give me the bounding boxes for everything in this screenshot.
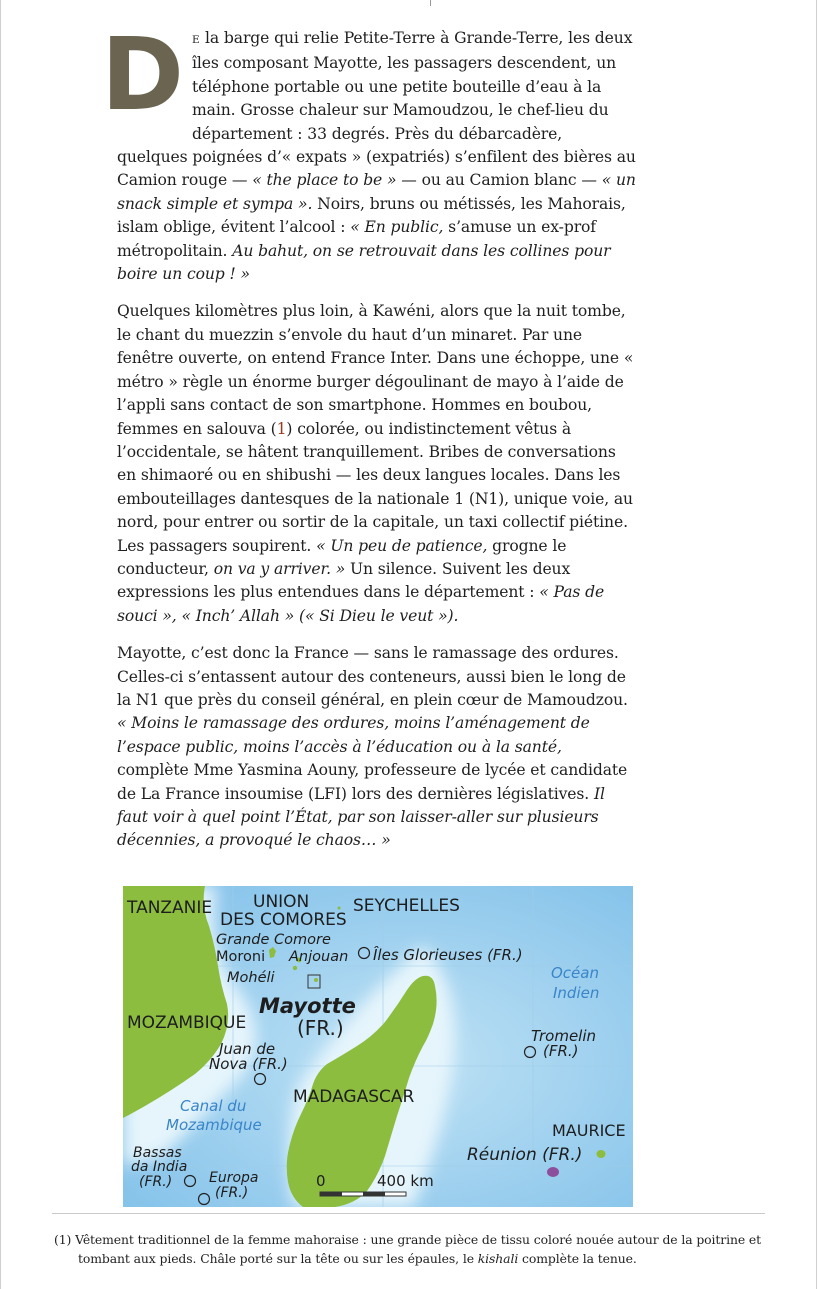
text-run: Noirs, bruns ou métissés, les Mahorais, islam oblige, évitent l’alcool : bbox=[117, 194, 626, 237]
quote-run: « Pas de souci », « Inch’ Allah » (« Si Dieu le veut »). bbox=[117, 583, 605, 625]
article-body bbox=[101, 16, 637, 867]
quote-run: on va y arriver. » bbox=[213, 559, 346, 578]
drop-cap: D bbox=[101, 16, 183, 133]
island-mayotte bbox=[314, 978, 318, 982]
text-run: — ou au Camion blanc — bbox=[396, 171, 602, 190]
quote-run: « En public, bbox=[350, 218, 444, 237]
label-da-india: da India bbox=[131, 1159, 188, 1175]
label-canal-mozambique: Mozambique bbox=[166, 1116, 262, 1134]
island-maurice bbox=[597, 1150, 606, 1158]
footnote-link[interactable]: 1 bbox=[276, 419, 287, 438]
label-canal-du: Canal du bbox=[180, 1097, 247, 1115]
map-mayotte-region bbox=[123, 886, 633, 1207]
label-bassas-fr: (FR.) bbox=[139, 1174, 173, 1190]
quote-run: « un snack simple et sympa ». bbox=[117, 171, 636, 213]
label-scale-400: 400 km bbox=[377, 1172, 434, 1190]
text-run: ) colorée, ou indistinctement vêtus à l’occidentale, se hâtent tranquillement. Bribes de conversations en shimaoré ou en shibushi — les deux langues locales. Dans les embouteillages dantesques de la nationale 1 (N1), unique voie, au nord, pour entrer ou sortir de la capitale, un taxi collectif piétine. Les passagers soupirent. bbox=[117, 419, 633, 555]
top-tick bbox=[430, 0, 431, 6]
label-seychelles: SEYCHELLES bbox=[353, 896, 460, 916]
label-europa-fr: (FR.) bbox=[215, 1185, 249, 1201]
label-tanzanie: TANZANIE bbox=[127, 898, 213, 918]
label-scale-0: 0 bbox=[316, 1172, 326, 1190]
footnote-marker: (1) bbox=[54, 1232, 72, 1247]
footnote-term: kishali bbox=[477, 1251, 519, 1266]
scale-bar bbox=[320, 1192, 406, 1196]
text-run: complète Mme Yasmina Aouny, professeure de lycée et candidate de La France insoumise (LFI) lors des dernières législatives. bbox=[117, 761, 628, 803]
footnote-text: Vêtement traditionnel de la femme mahoraise : une grande pièce de tissu coloré nouée autour de la poitrine et tombant aux pieds. Châle porté sur la tête ou sur les épaules, le bbox=[71, 1232, 762, 1266]
label-reunion: Réunion (FR.) bbox=[467, 1145, 583, 1165]
quote-run: « Un peu de patience, bbox=[316, 536, 488, 555]
label-europa: Europa bbox=[209, 1170, 259, 1186]
label-des-comores: DES COMORES bbox=[220, 910, 347, 930]
paragraph-1 bbox=[101, 16, 637, 286]
quote-run: Au bahut, on se retrouvait dans les collines pour boire un coup ! » bbox=[117, 241, 611, 284]
label-maurice: MAURICE bbox=[552, 1121, 626, 1140]
quote-run: « Moins le ramassage des ordures, moins l’aménagement de l’espace public, moins l’accès à l’éducation ou à la santé, bbox=[117, 714, 590, 756]
label-ocean: Océan bbox=[551, 964, 599, 982]
label-tromelin: Tromelin bbox=[531, 1027, 597, 1045]
page-left-border bbox=[0, 0, 1, 1289]
label-nova: Nova (FR.) bbox=[209, 1055, 288, 1073]
text-run: Mayotte, c’est donc la France — sans le ramassage des ordures. Celles-ci s’entassent autour des conteneurs, aussi bien le long de la N1 que près du conseil général, en plein cœur de Mamoudzou. bbox=[117, 644, 628, 709]
label-mayotte-fr: (FR.) bbox=[297, 1016, 344, 1040]
label-juan-de: Juan de bbox=[219, 1040, 276, 1058]
quote-run: « the place to be » bbox=[252, 171, 397, 190]
label-union: UNION bbox=[253, 892, 310, 912]
paragraph-2 bbox=[117, 300, 637, 628]
label-grande-comore: Grande Comore bbox=[216, 932, 331, 948]
quote-run: Il faut voir à quel point l’État, par son laisser-aller sur plusieurs décennies, a provoqué le chaos… » bbox=[117, 784, 605, 850]
page-right-border bbox=[816, 0, 817, 1289]
label-anjouan: Anjouan bbox=[289, 949, 349, 965]
label-tromelin-fr: (FR.) bbox=[543, 1042, 579, 1060]
text-run: la barge qui relie Petite-Terre à Grande-Terre, les deux îles composant Mayotte, les passagers descendent, un téléphone portable ou une petite bouteille d’eau à la main. Grosse chaleur sur Mamoudzou, le chef-lieu du département : 33 degrés. Près du débarcadère, quelques poignées d’« expats » (expatriés) s’enfilent des bières au Camion rouge — bbox=[117, 29, 636, 190]
paragraph-3 bbox=[117, 642, 637, 853]
small-caps-lead: E bbox=[192, 34, 201, 46]
text-run: grogne le conducteur, bbox=[117, 536, 567, 578]
island-reunion bbox=[547, 1167, 559, 1177]
label-mozambique: MOZAMBIQUE bbox=[127, 1013, 247, 1033]
footnote-divider bbox=[52, 1213, 765, 1214]
label-madagascar: MADAGASCAR bbox=[293, 1087, 415, 1107]
text-run: Un silence. Suivent les deux expressions les plus entendues dans le département : bbox=[117, 559, 571, 602]
label-mayotte: Mayotte bbox=[259, 994, 356, 1018]
text-run: s’amuse un ex-prof métropolitain. bbox=[117, 218, 596, 260]
label-indien: Indien bbox=[553, 984, 600, 1002]
label-bassas: Bassas bbox=[133, 1145, 182, 1161]
label-moheli: Mohéli bbox=[227, 970, 275, 986]
footnote-text: complète la tenue. bbox=[518, 1251, 637, 1266]
text-run: Quelques kilomètres plus loin, à Kawéni, alors que la nuit tombe, le chant du muezzin s’envole du haut d’un minaret. Par une fenêtre ouverte, on entend France Inter. Dans une échoppe, une « métro » règle un énorme burger dégoulinant de mayo à l’aide de l’appli sans contact de son smartphone. Hommes en boubou, femmes en salouva ( bbox=[117, 302, 634, 438]
footnote bbox=[54, 1230, 790, 1268]
island-moheli bbox=[293, 966, 297, 970]
label-glorieuses: Îles Glorieuses (FR.) bbox=[373, 946, 523, 964]
map-svg bbox=[123, 886, 633, 1207]
label-moroni: Moroni bbox=[216, 949, 266, 965]
